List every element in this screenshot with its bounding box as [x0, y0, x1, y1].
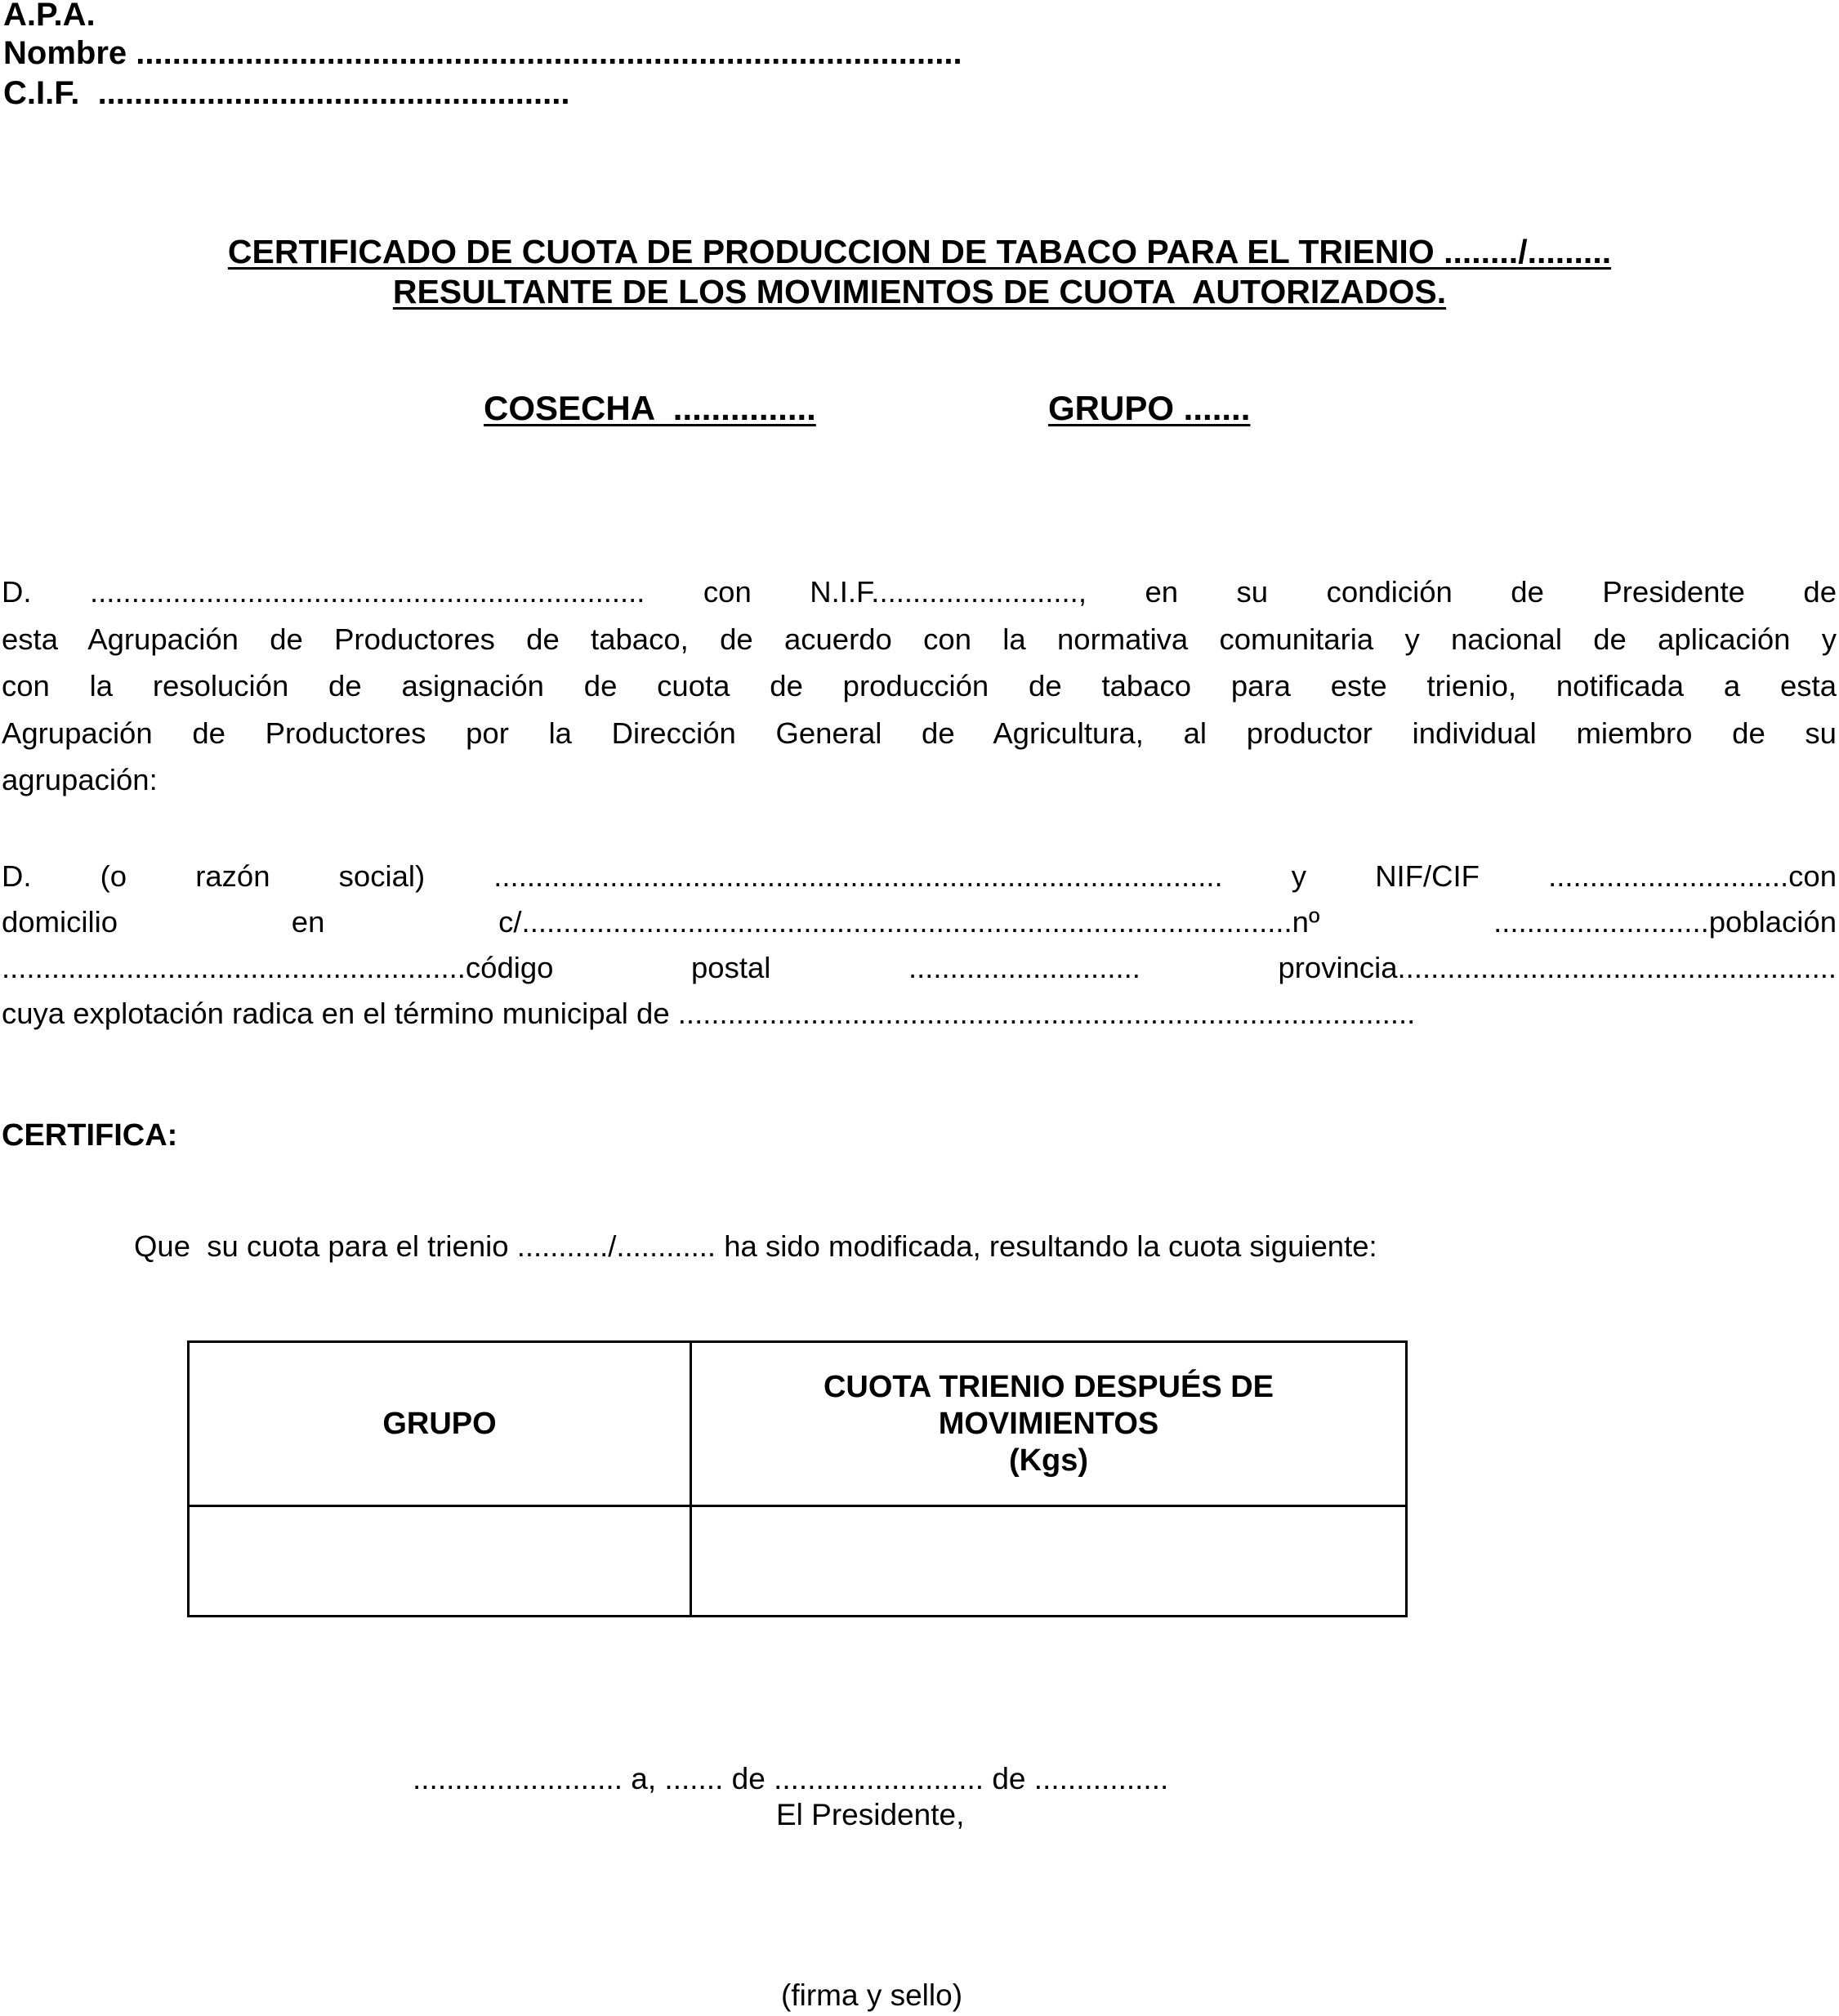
grupo-cell[interactable] — [189, 1506, 691, 1617]
president-line-5: agrupación: — [2, 763, 158, 796]
quota-statement[interactable]: Que su cuota para el trienio .........../............ ha sido modificada, resultando la cuota siguiente: — [134, 1229, 1377, 1263]
quota-table-header-row — [189, 1342, 1407, 1506]
apa-label: A.P.A. — [3, 0, 96, 33]
president-line-2: esta Agrupación de Productores de tabaco, de acuerdo con la normativa comunitaria y nacional de aplicación y — [2, 622, 1837, 656]
president-line-1[interactable]: D. ................................................................... con N.I.F........................., en su condición de Presidente de — [2, 575, 1837, 609]
document-title-line-2: RESULTANTE DE LOS MOVIMIENTOS DE CUOTA AUTORIZADOS. — [392, 273, 1447, 310]
document-title-line-1: CERTIFICADO DE CUOTA DE PRODUCCION DE TABACO PARA EL TRIENIO ......../......... — [227, 233, 1612, 270]
producer-line-2[interactable]: domicilio en c/.............................................................................................nº ..........................población — [2, 905, 1837, 939]
president-line-3: con la resolución de asignación de cuota de producción de tabaco para este trienio, notificada a esta — [2, 669, 1837, 702]
nombre-field[interactable]: Nombre ........................................................................................... — [3, 35, 962, 71]
producer-paragraph — [2, 854, 1837, 1037]
signature-seal-label: (firma y sello) — [781, 1978, 963, 2012]
cif-field[interactable]: C.I.F. .................................................... — [3, 75, 570, 111]
president-line-4: Agrupación de Productores por la Dirección General de Agricultura, al productor individual miembro de su — [2, 716, 1837, 750]
producer-line-4[interactable]: cuya explotación radica en el término municipal de ......................................................................................... — [2, 997, 1416, 1030]
grupo-column-header: GRUPO — [189, 1342, 691, 1506]
place-date-line[interactable]: ......................... a, ....... de ......................... de ................ — [413, 1762, 1169, 1795]
cosecha-field[interactable]: COSECHA ............... — [484, 389, 816, 427]
certifica-label: CERTIFICA: — [2, 1118, 178, 1153]
table-row — [189, 1506, 1407, 1617]
producer-line-3[interactable]: ........................................................código postal ............................ provincia..................................................... — [2, 951, 1837, 984]
president-paragraph — [2, 569, 1837, 804]
quota-table — [187, 1340, 1408, 1617]
presidente-label: El Presidente, — [776, 1798, 965, 1831]
grupo-field[interactable]: GRUPO ....... — [1048, 389, 1251, 427]
cuota-column-header: CUOTA TRIENIO DESPUÉS DE MOVIMIENTOS (Kgs) — [691, 1342, 1407, 1506]
cuota-cell[interactable] — [691, 1506, 1407, 1617]
producer-line-1[interactable]: D. (o razón social) ........................................................................................ y NIF/CIF .............................con — [2, 859, 1837, 893]
